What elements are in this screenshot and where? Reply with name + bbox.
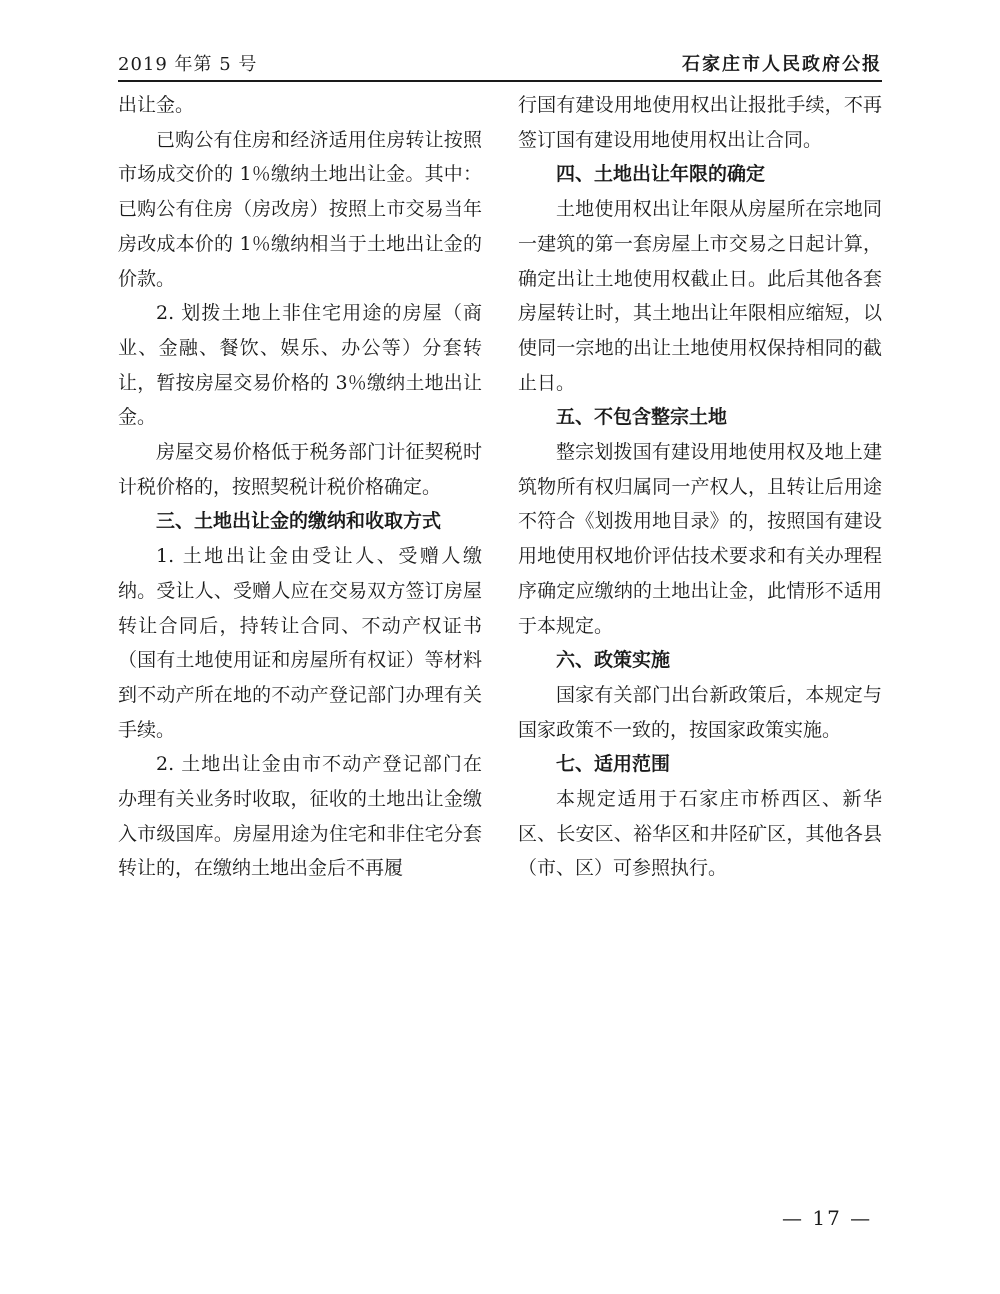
section-heading: 四、土地出让年限的确定: [556, 163, 766, 186]
section-heading: 七、适用范围: [556, 753, 671, 776]
section-heading: 六、政策实施: [556, 649, 671, 672]
paragraph: 1. 土地出让金由受让人、受赠人缴纳。受让人、受赠人应在交易双方签订房屋转让合同后，持转让合同、不动产权证书（国有土地使用证和房屋所有权证）等材料到不动产所在地的不动产登记部门办理有关手续。: [118, 545, 482, 741]
paragraph: 土地使用权出让年限从房屋所在宗地同一建筑的第一套房屋上市交易之日起计算，确定出让土地使用权截止日。此后其他各套房屋转让时，其土地出让年限相应缩短，以使同一宗地的出让土地使用权保持相同的截止日。: [518, 198, 882, 394]
right-column: [518, 88, 882, 886]
paragraph: 房屋交易价格低于税务部门计征契税时计税价格的，按照契税计税价格确定。: [118, 441, 482, 498]
section-heading: 三、土地出让金的缴纳和收取方式: [156, 510, 442, 533]
publication-title: 石家庄市人民政府公报: [682, 54, 882, 75]
issue-label: 2019 年第 5 号: [118, 54, 258, 75]
left-column: [118, 88, 482, 886]
paragraph: 国家有关部门出台新政策后，本规定与国家政策不一致的，按国家政策实施。: [518, 683, 882, 741]
paragraph: 已购公有住房和经济适用住房转让按照市场成交价的 1％缴纳土地出让金。其中：已购公有住房（房改房）按照上市交易当年房改成本价的 1％缴纳相当于土地出让金的价款。: [118, 128, 482, 290]
section-heading: 五、不包含整宗土地: [556, 406, 728, 429]
paragraph: 整宗划拨国有建设用地使用权及地上建筑物所有权归属同一产权人，且转让后用途不符合《划拨用地目录》的，按照国有建设用地使用权地价评估技术要求和有关办理程序确定应缴纳的土地出让金，此情形不适用于本规定。: [518, 441, 882, 637]
paragraph: 行国有建设用地使用权出让报批手续，不再签订国有建设用地使用权出让合同。: [518, 94, 882, 151]
paragraph: 2. 土地出让金由市不动产登记部门在办理有关业务时收取，征收的土地出让金缴入市级国库。房屋用途为住宅和非住宅分套转让的，在缴纳土地出金后不再履: [118, 753, 482, 880]
paragraph: 出让金。: [118, 94, 195, 116]
page-header: [118, 48, 882, 82]
page-number: — 17 —: [782, 1206, 873, 1230]
paragraph: 本规定适用于石家庄市桥西区、新华区、长安区、裕华区和井陉矿区，其他各县（市、区）可参照执行。: [518, 788, 882, 880]
paragraph: 2. 划拨土地上非住宅用途的房屋（商业、金融、餐饮、娱乐、办公等）分套转让，暂按房屋交易价格的 3％缴纳土地出让金。: [118, 302, 482, 429]
